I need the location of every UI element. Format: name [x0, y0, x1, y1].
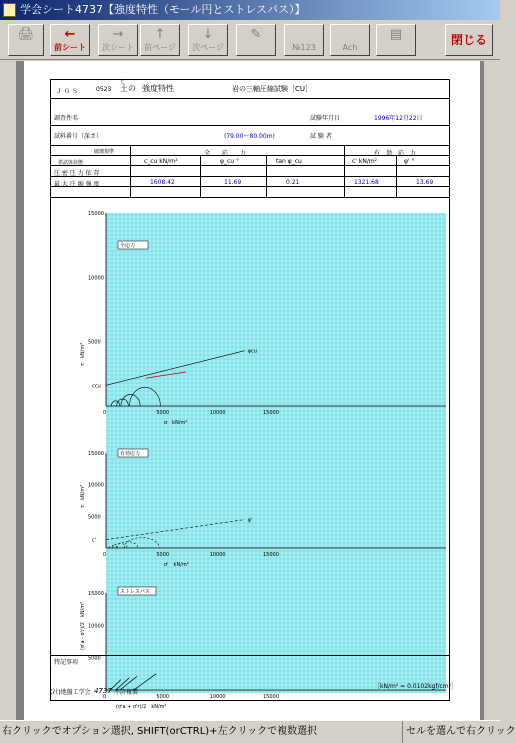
x-tick-label: 10000 — [209, 694, 226, 700]
title-ruby: ど — [120, 79, 126, 85]
digit-label: №123 — [292, 43, 316, 52]
title-kanji: 土の — [120, 84, 136, 93]
y-tick-label: 5000 — [88, 514, 101, 521]
header-state: 供試体状態 — [58, 160, 84, 166]
col-c-eff: c' kN/m² — [352, 158, 378, 165]
col-phi-eff: φ' ° — [404, 158, 415, 165]
left-scrollbar[interactable] — [0, 61, 17, 720]
x-tick-label: 15000 — [263, 694, 279, 700]
survey-label: 調査件名 — [54, 115, 79, 122]
x-tick-label: 10000 — [209, 410, 226, 416]
status-hint: 右クリックでオプション選択, SHIFT(orCTRL)+左クリックで複数選択 — [2, 726, 318, 737]
value-tanphi: 0.21 — [286, 179, 300, 186]
print-button[interactable] — [8, 24, 44, 56]
next-page-label: 次ページ — [192, 43, 224, 52]
x-axis-label: (σ'a + σ'r)/2 kN/m² — [116, 704, 167, 710]
y-tick-label: 5000 — [88, 339, 101, 346]
date-label: 試験年月日 — [310, 115, 341, 122]
next-page-button[interactable] — [188, 24, 228, 56]
y-axis-label: τ kN/m² — [80, 484, 86, 508]
close-button[interactable]: 閉じる — [445, 24, 493, 56]
y-tick-label: 15000 — [88, 591, 104, 597]
y-tick-label: 5000 — [88, 655, 101, 662]
x-tick-label: 0 — [103, 694, 107, 700]
chart-label: 有効応力 — [120, 451, 141, 457]
draw-icon: ✎ — [250, 27, 262, 42]
x-tick-label: 15000 — [263, 552, 279, 558]
window-title-bar — [0, 0, 500, 20]
envelope-label: φ' — [247, 517, 253, 524]
y-tick-label: 10000 — [88, 275, 104, 282]
y-tick-label: 10000 — [88, 482, 104, 489]
settings-icon: ▤ — [389, 27, 403, 42]
prev-sheet-button[interactable] — [50, 24, 90, 56]
next-sheet-label: 次シート — [102, 43, 134, 52]
prev-page-icon: ↑ — [154, 27, 166, 42]
prev-sheet-label: 前シート — [54, 43, 86, 52]
notes-label: 特記事項 — [54, 659, 79, 666]
x-tick-label: 5000 — [156, 552, 170, 558]
x-axis-label: σ' kN/m² — [164, 562, 189, 568]
footer-org: (社)地盤工学会 — [50, 689, 91, 696]
col-ccu: c_cu kN/m² — [144, 158, 178, 165]
chart-grid — [106, 213, 446, 693]
y-axis-label: (σ'a - σ'r)/2 kN/m² — [80, 601, 86, 650]
col-tanphi: tan φ_cu — [276, 158, 302, 165]
next-page-icon: ↓ — [202, 27, 214, 42]
sample-label: 試料番号（深さ） — [54, 133, 103, 140]
toolbar — [0, 20, 500, 60]
text-button[interactable] — [330, 24, 370, 56]
col-phicu: φ_cu ° — [220, 158, 239, 165]
y-tick-label: 10000 — [88, 623, 104, 630]
header-total-stress: 全 応 力 — [204, 150, 247, 157]
cohesion-label: ccu — [92, 383, 101, 390]
sheet-page — [24, 61, 480, 720]
x-tick-label: 5000 — [156, 410, 170, 416]
footer-number: 4737 — [94, 687, 112, 695]
row-max-strength: 最 大 圧 縮 強 度 — [54, 181, 100, 188]
footer-suffix: 不許複製 — [114, 689, 139, 696]
text-icon — [331, 27, 369, 43]
sample-value: (79.00～80.00m) — [224, 133, 275, 140]
test-name: 岩の三軸圧縮試験［CU］ — [232, 85, 313, 93]
right-scrollbar[interactable] — [483, 61, 500, 720]
app-icon — [3, 3, 16, 17]
digit-icon — [285, 27, 323, 43]
value-phicu: 11.69 — [224, 179, 242, 186]
value-c-eff: 1321.68 — [354, 179, 379, 186]
prev-page-label: 前ページ — [144, 43, 176, 52]
status-hint-right: セルを選んで右クリック — [402, 721, 500, 743]
prev-page-button[interactable] — [140, 24, 180, 56]
divider — [50, 125, 450, 126]
row-consolidation: 圧 密 圧 力 依 存 — [54, 170, 100, 177]
y-tick-label: 15000 — [88, 211, 104, 217]
value-phi-eff: 13.69 — [416, 179, 434, 186]
y-axis-label: τ kN/m² — [80, 342, 86, 366]
x-axis-label: σ kN/m² — [164, 420, 188, 426]
x-tick-label: 0 — [103, 552, 107, 558]
header-effective-stress: 有 効 応 力 — [374, 150, 417, 157]
date-value: 1996年12月22日 — [374, 115, 423, 122]
chart-label: ストレスパス — [120, 589, 150, 595]
x-tick-label: 5000 — [156, 694, 170, 700]
chart-label: 全応力 — [120, 243, 136, 249]
sheet-title: 強度特性 — [142, 84, 174, 93]
envelope-label: φcu — [247, 348, 257, 355]
draw-button[interactable] — [236, 24, 276, 56]
x-tick-label: 0 — [103, 410, 107, 416]
status-bar — [0, 720, 516, 743]
settings-button[interactable] — [376, 24, 416, 56]
window-title: 学会シート4737【強度特性（モール円とストレスパス）】 — [20, 3, 306, 16]
next-sheet-icon: → — [112, 27, 124, 42]
digit-button[interactable] — [284, 24, 324, 56]
value-ccu: 1608.42 — [150, 179, 175, 186]
header-break: 破壊規準 — [94, 149, 115, 155]
jgs-number: 0523 — [96, 86, 112, 93]
x-tick-label: 15000 — [263, 410, 279, 416]
cohesion-label: c' — [92, 537, 97, 544]
tester-label: 試 験 者 — [310, 133, 332, 140]
text-label: Ach — [342, 43, 358, 52]
divider — [50, 655, 450, 656]
print-icon: 🖨 — [17, 27, 35, 42]
y-tick-label: 15000 — [88, 451, 104, 457]
next-sheet-button[interactable] — [98, 24, 138, 56]
x-tick-label: 10000 — [209, 552, 226, 558]
prev-sheet-icon: ← — [64, 27, 76, 42]
unit-note: ［kN/m² = 0.0102kgf/cm²］ — [374, 683, 458, 690]
jgs-label: Ｊ Ｇ Ｓ — [56, 88, 78, 95]
work-area — [0, 61, 500, 720]
